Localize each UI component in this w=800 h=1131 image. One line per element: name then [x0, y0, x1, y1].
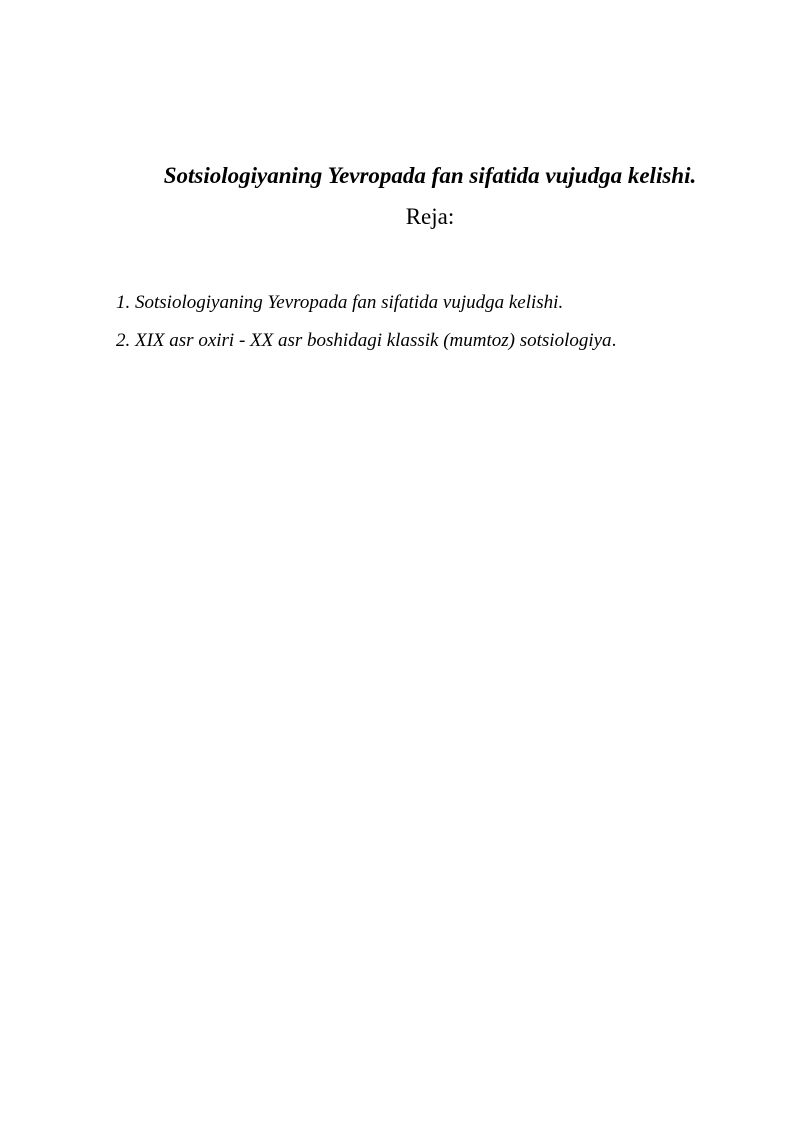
plan-item-suffix: . [611, 330, 617, 351]
document-title: Sotsiologiyaning Yevropada fan sifatida vujudga kelishi. [163, 163, 697, 188]
plan-list [116, 290, 616, 366]
plan-item-1 [116, 290, 616, 316]
plan-heading: Reja: [405, 204, 455, 229]
plan-item-text: 2. XIX asr oxiri - XX asr boshidagi klassik (mumtoz) sotsiologiya [116, 330, 612, 351]
plan-item-2 [116, 328, 616, 354]
plan-item-text: 1. Sotsiologiyaning Yevropada fan sifatida vujudga kelishi. [116, 292, 564, 313]
